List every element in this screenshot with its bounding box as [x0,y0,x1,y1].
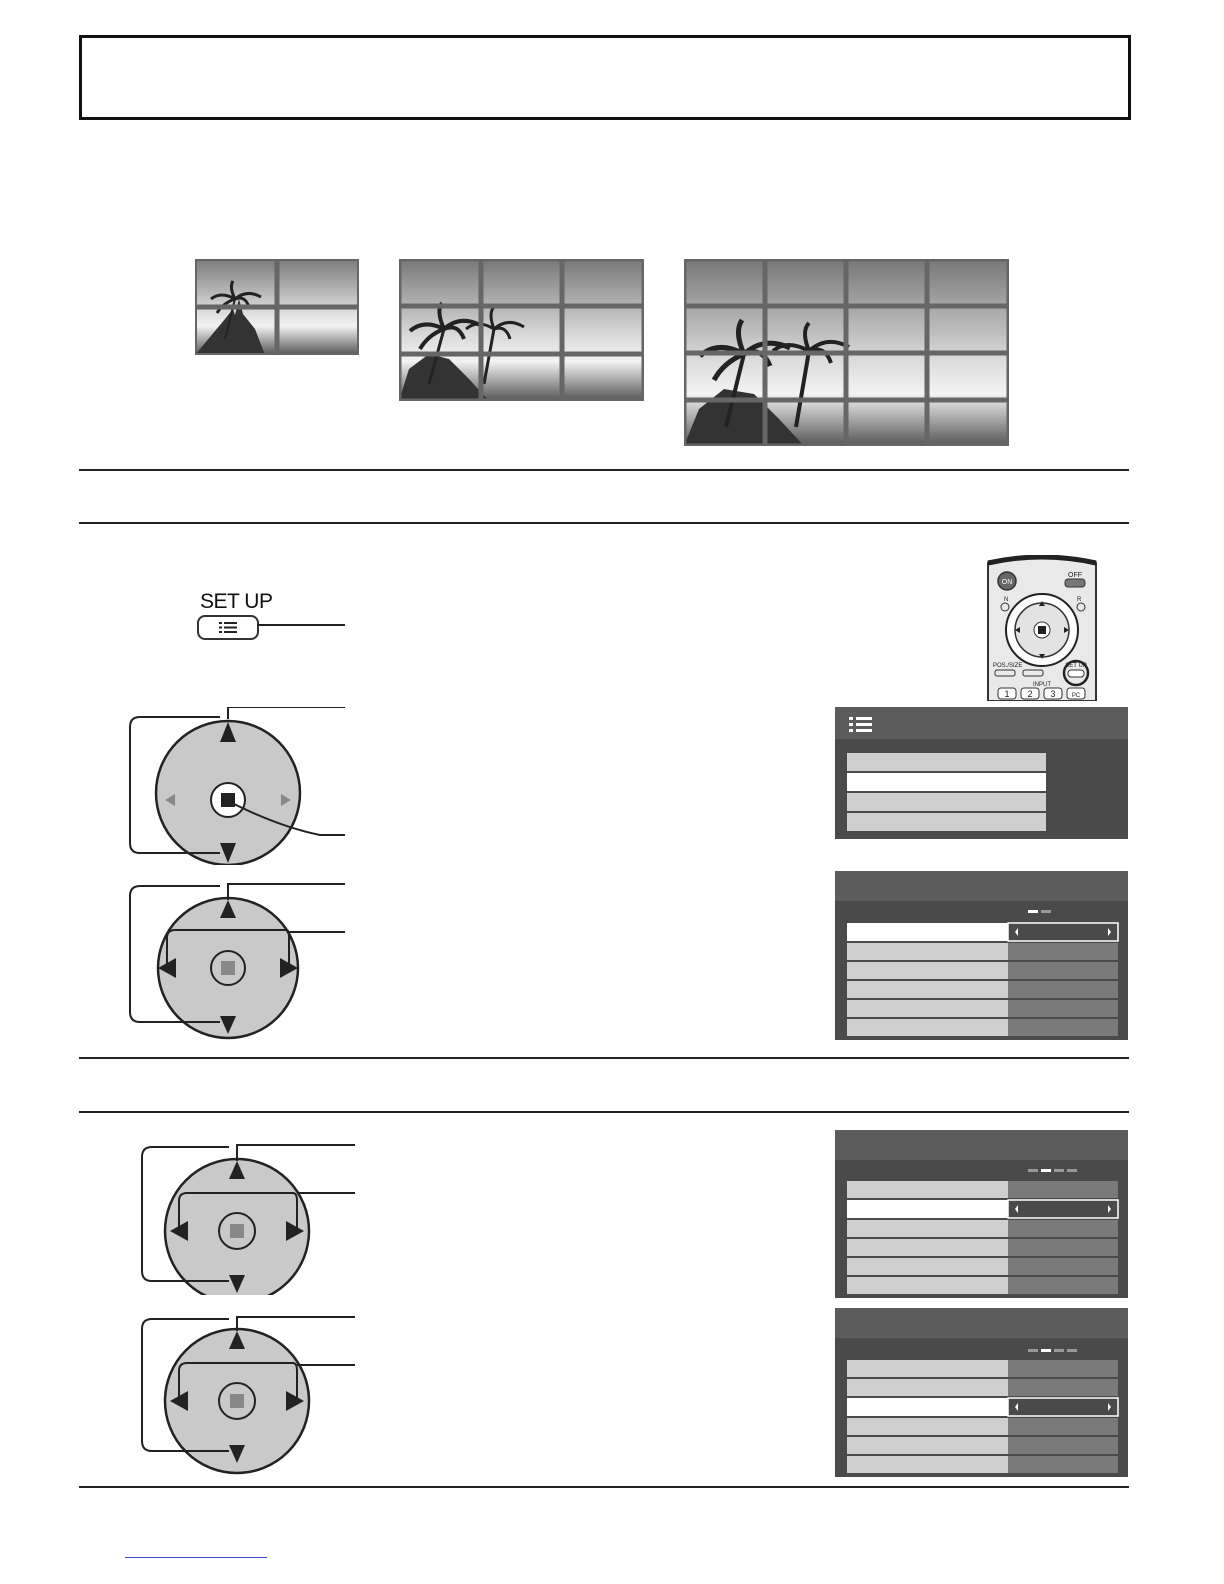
direction-pad-adjust-2[interactable] [130,1135,360,1295]
direction-pad-adjust-1[interactable] [120,872,360,1040]
svg-text:N: N [1004,597,1009,603]
menu-list-icon [849,717,872,732]
remote-control [985,555,1099,701]
svg-text:R: R [1077,597,1082,603]
svg-text:2: 2 [1027,689,1033,699]
svg-text:PC: PC [1071,693,1081,699]
section-rule [79,1057,1129,1059]
osd-multi-display-menu-1 [835,871,1128,1040]
on-button-label: ON [1001,579,1013,586]
svg-text:POS./SIZE: POS./SIZE [993,663,1023,669]
direction-pad-adjust-3[interactable] [130,1305,360,1475]
footer-link-underline[interactable] [125,1557,267,1558]
section-rule [79,1486,1129,1488]
setup-button[interactable] [197,615,259,640]
wall-2x2-illustration [195,259,359,355]
callout-line [257,624,345,626]
osd-multi-display-menu-2 [835,1130,1128,1298]
svg-text:1: 1 [1004,689,1010,699]
section-rule [79,1111,1129,1113]
menu-list-icon [199,617,257,638]
wall-3x3-illustration [399,259,644,401]
svg-text:3: 3 [1050,689,1056,699]
direction-pad-select[interactable] [120,707,360,865]
osd-setup-menu [835,707,1128,839]
svg-text:OFF: OFF [1068,572,1082,579]
section-rule [79,522,1129,524]
title-box [79,35,1131,120]
osd-multi-display-menu-3 [835,1308,1128,1477]
section-rule [79,469,1129,471]
setup-button-label: SET UP [200,590,273,613]
svg-text:SET UP: SET UP [1065,663,1087,669]
wall-4x4-illustration [684,259,1009,446]
svg-text:INPUT: INPUT [1033,682,1051,688]
